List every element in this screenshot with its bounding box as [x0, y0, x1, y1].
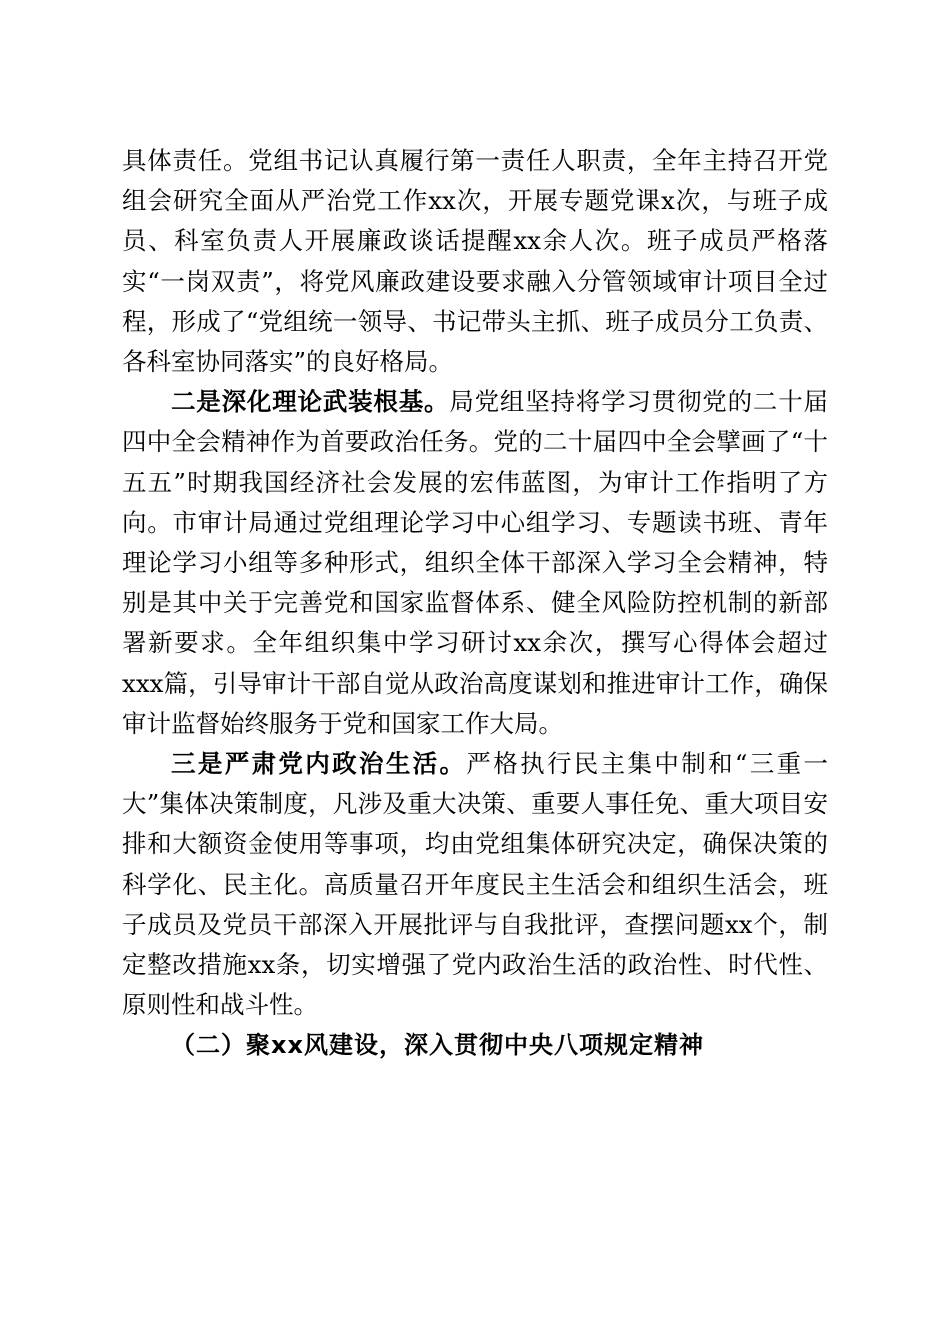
paragraph-3-lead: 三是严肃党内政治生活。 [171, 749, 467, 779]
document-page [122, 141, 828, 1066]
paragraph-2-text: 局党组坚持将学习贯彻党的二十届四中全会精神作为首要政治任务。党的二十届四中全会擘画了“十五五”时期我国经济社会发展的宏伟蓝图，为审计工作指明了方向。市审计局通过党组理论学习中心组学习、专题读书班、青年理论学习小组等多种形式，组织全体干部深入学习全会精神，特别是其中关于完善党和国家监督体系、健全风险防控机制的新部署新要求。全年组织集中学习研讨xx余次，撰写心得体会超过xxx篇，引导审计干部自觉从政治高度谋划和推进审计工作，确保审计监督始终服务于党和国家工作大局。 [122, 387, 829, 738]
section-subheading: （二）聚xx风建设，深入贯彻中央八项规定精神 [171, 1031, 704, 1060]
paragraph-2-lead: 二是深化理论武装根基。 [171, 387, 450, 417]
paragraph-3-text: 严格执行民主集中制和“三重一大”集体决策制度，凡涉及重大决策、重要人事任免、重大项目安排和大额资金使用等事项，均由党组集体研究决定，确保决策的科学化、民主化。高质量召开年度民主生活会和组织生活会，班子成员及党员干部深入开展批评与自我批评，查摆问题xx个，制定整改措施xx条，切实增强了党内政治生活的政治性、时代性、原则性和战斗性。 [122, 749, 829, 1020]
paragraph-continuation [122, 141, 828, 382]
paragraph-theory-study [122, 382, 828, 744]
paragraph-political-life [122, 744, 828, 1025]
paragraph-1-text: 具体责任。党组书记认真履行第一责任人职责，全年主持召开党组会研究全面从严治党工作xx次，开展专题党课x次，与班子成员、科室负责人开展廉政谈话提醒xx余人次。班子成员严格落实“一岗双责”，将党风廉政建设要求融入分管领域审计项目全过程，形成了“党组统一领导、书记带头主抓、班子成员分工负责、各科室协同落实”的良好格局。 [122, 146, 828, 377]
